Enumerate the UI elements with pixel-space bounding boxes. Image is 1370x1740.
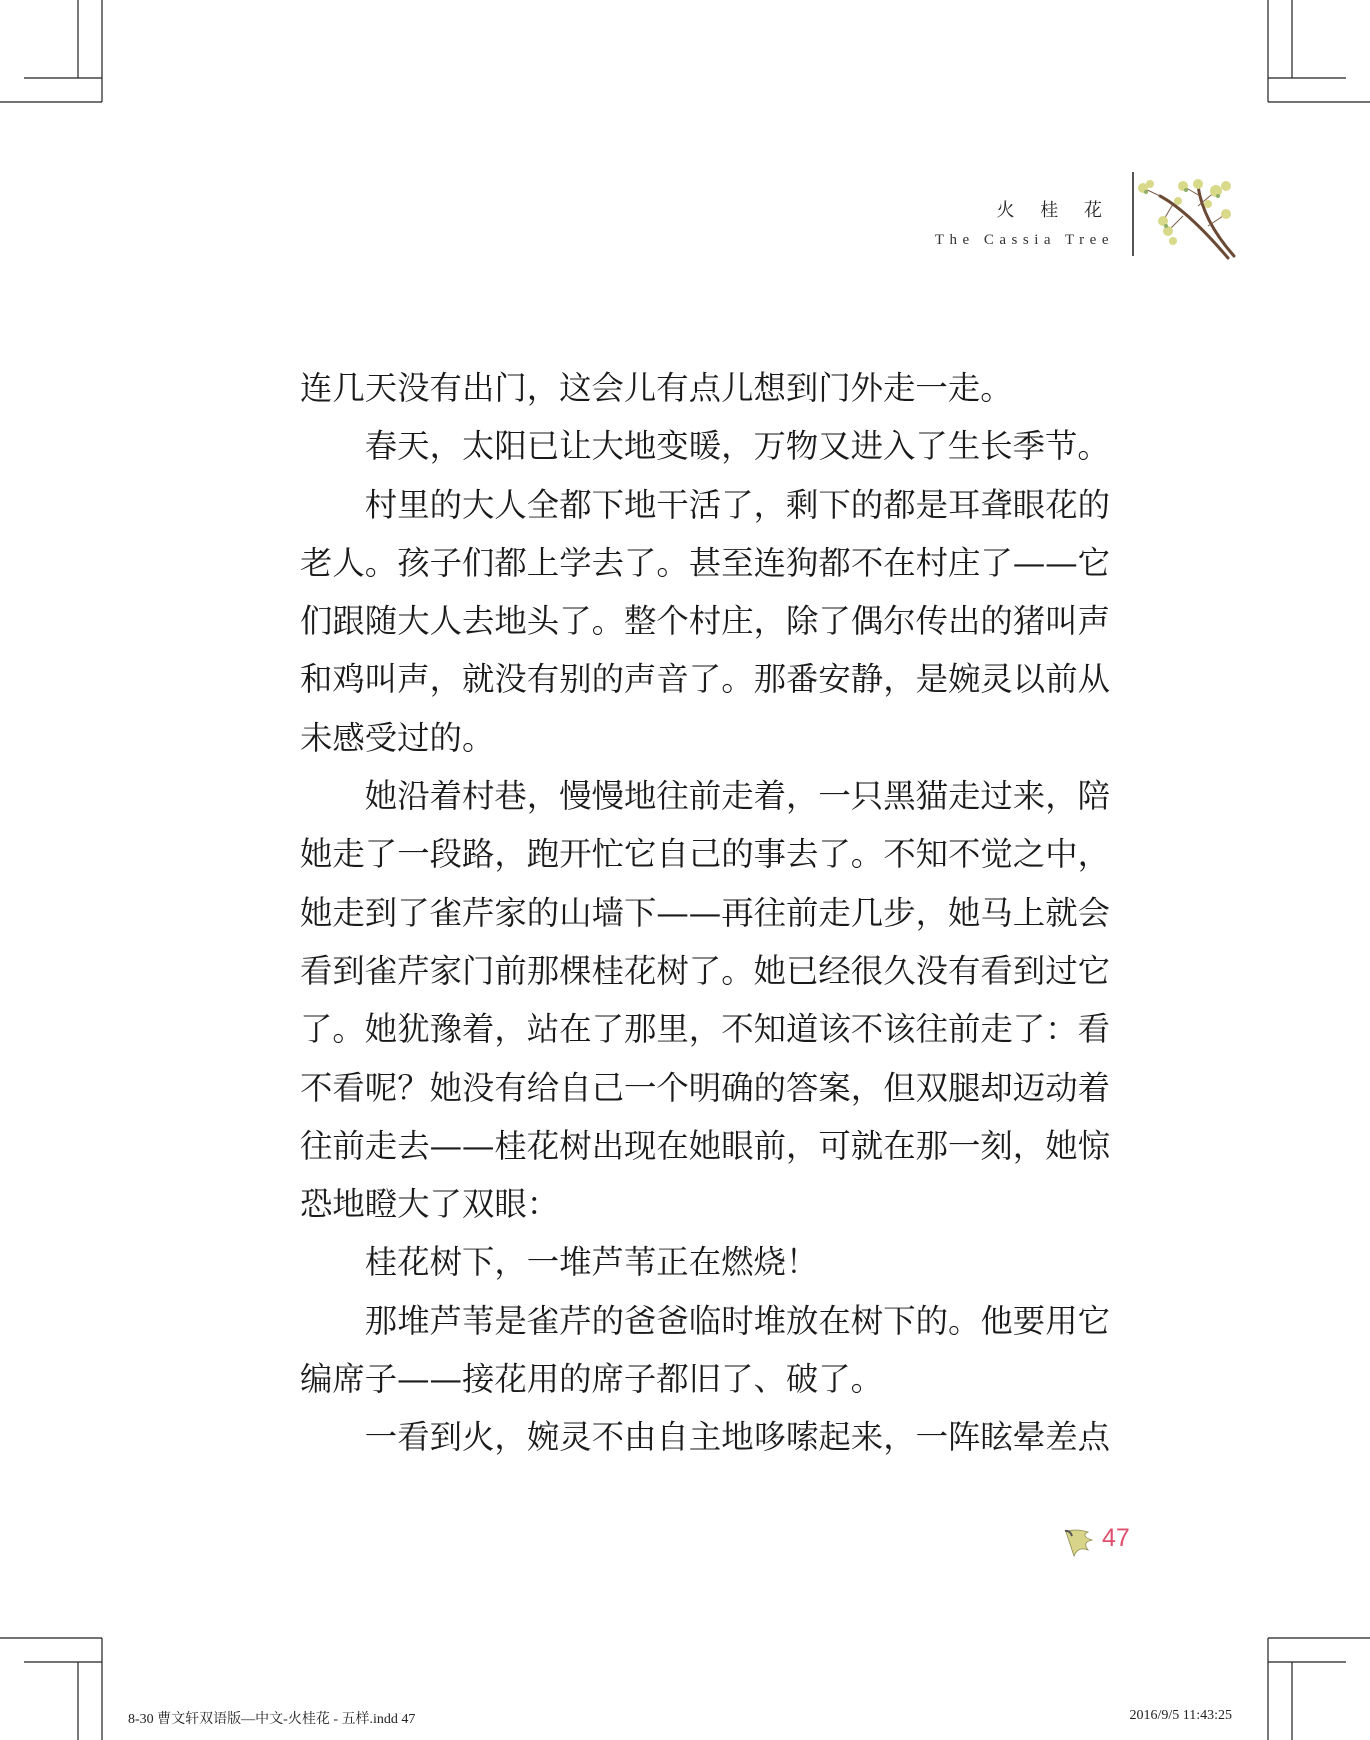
text-line: 不看呢？她没有给自己一个明确的答案，但双腿却迈动着 bbox=[300, 1068, 1110, 1107]
header-divider bbox=[1132, 172, 1134, 256]
text-line: 恐地瞪大了双眼： bbox=[300, 1185, 560, 1224]
text-line: 那堆芦苇是雀芹的爸爸临时堆放在树下的。他要用它 bbox=[364, 1301, 1110, 1340]
cassia-branch-illustration bbox=[1138, 176, 1238, 266]
footer-filename: 8-30 曹文轩双语版—中文-火桂花 - 五样.indd 47 bbox=[128, 1712, 416, 1727]
text-line: 她沿着村巷，慢慢地往前走着，一只黑猫走过来，陪 bbox=[364, 777, 1110, 816]
text-line: 往前走去——桂花树出现在她眼前，可就在那一刻，她惊 bbox=[300, 1126, 1110, 1165]
text-line: 一看到火，婉灵不由自主地哆嗦起来，一阵眩晕差点 bbox=[364, 1418, 1110, 1457]
text-line: 桂花树下，一堆芦苇正在燃烧！ bbox=[364, 1243, 819, 1282]
running-header-title: 火 桂 花 bbox=[996, 200, 1112, 221]
text-line: 看到雀芹家门前那棵桂花树了。她已经很久没有看到过它 bbox=[300, 951, 1110, 990]
cassia-flower-icon bbox=[1062, 1526, 1096, 1560]
footer-timestamp: 2016/9/5 11:43:25 bbox=[1129, 1708, 1232, 1723]
body-text bbox=[300, 359, 1110, 1467]
text-line: 她走了一段路，跑开忙它自己的事去了。不知不觉之中， bbox=[300, 835, 1110, 874]
text-line: 春天，太阳已让大地变暖，万物又进入了生长季节。 bbox=[364, 427, 1110, 466]
text-line: 老人。孩子们都上学去了。甚至连狗都不在村庄了——它 bbox=[300, 543, 1110, 582]
text-line: 连几天没有出门，这会儿有点儿想到门外走一走。 bbox=[300, 369, 1013, 407]
page-number: 47 bbox=[1102, 1524, 1130, 1552]
text-line: 们跟随大人去地头了。整个村庄，除了偶尔传出的猪叫声 bbox=[300, 602, 1110, 641]
running-header-subtitle: The Cassia Tree bbox=[934, 232, 1114, 248]
text-line: 未感受过的。 bbox=[300, 718, 495, 757]
text-line: 编席子——接花用的席子都旧了、破了。 bbox=[300, 1360, 884, 1399]
text-line: 和鸡叫声，就没有别的声音了。那番安静，是婉灵以前从 bbox=[300, 660, 1110, 699]
text-line: 她走到了雀芹家的山墙下——再往前走几步，她马上就会 bbox=[300, 893, 1110, 932]
text-line: 了。她犹豫着，站在了那里，不知道该不该往前走了：看 bbox=[300, 1010, 1110, 1049]
text-line: 村里的大人全都下地干活了，剩下的都是耳聋眼花的 bbox=[364, 485, 1110, 524]
